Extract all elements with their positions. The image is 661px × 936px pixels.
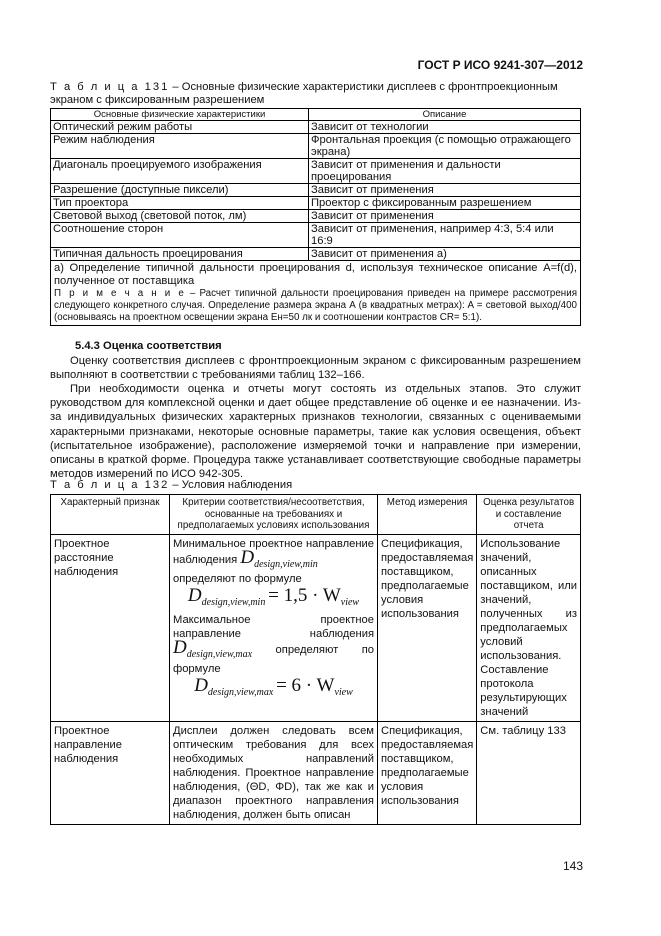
criteria-cell: Дисплеи должен следовать всем оптическим требования для всех необходимых направлений наблюдения. Проектное направление наблюдения, (ΘD, ΦD), так же как и диапазон проектного направления наблюдения, должен быть описан (170, 721, 378, 824)
table-row (51, 121, 581, 134)
note-text: – Расчет типичной дальности проецирования приведен на примере рассмотрения следующего конкретного случая. Определение размера экрана A (в квадратных метрах): A = световой выход/400 (основываясь на проектном освещении экрана Eн=50 лк и соотношении контрастов CR= 5:1). (54, 288, 577, 323)
result-cell: См. таблицу 133 (477, 721, 581, 824)
table-row (51, 721, 581, 824)
table-row (51, 534, 581, 721)
table-row (51, 197, 581, 210)
row-value: Зависит от применения (309, 184, 581, 197)
row-label: Разрешение (доступные пиксели) (51, 184, 309, 197)
formula-max-rhs-subscript: view (334, 686, 353, 698)
formula-min (173, 584, 374, 610)
row-label: Диагональ проецируемого изображения (51, 159, 309, 184)
formula-min-lhs-subscript: design,view,min (201, 596, 266, 608)
col-header-criteria: Критерии соответствия/несоответствия, основанные на требованиях и предполагаемых условиях использования (170, 495, 378, 535)
col-header-result: Оценка результатов и составление отчета (477, 495, 581, 535)
row-value: Зависит от применения а) (309, 248, 581, 261)
symbol-d-min-subscript: design,view,min (254, 558, 318, 570)
table132-caption-text: – Условия наблюдения (172, 479, 293, 491)
table-row (51, 248, 581, 261)
table131-caption-text: – Основные физические характеристики дисплеев с фронтпроекционным экраном с фиксированным разрешением (50, 81, 558, 106)
row-value: Зависит от технологии (309, 121, 581, 134)
formula-min-rhs-subscript: view (340, 596, 360, 608)
table-row (51, 134, 581, 159)
row-value: Проектор с фиксированным разрешением (309, 197, 581, 210)
table132-caption-prefix: Т а б л и ц а 132 (50, 479, 170, 491)
row-value: Зависит от применения, например 4:3, 5:4 или 16:9 (309, 223, 581, 248)
row-label: Тип проектора (51, 197, 309, 210)
section-paragraph-2: При необходимости оценка и отчеты могут состоять из отдельных этапов. Это служит руководством для комплексной оценки и дает общее представление об оценке и ее назначении. Из-за индивидуальных физических характерных признаков технологии, связанных с оцениваемыми характерными признаками, некоторые основные параметры, такие как условия освещения, объект (испытательное изображение), расположение измеряемой точки и направление при измерении, описаны в краткой форме. Процедура также устанавливает соответствующие свободные параметры методов измерений по ИСО 942-305. (50, 383, 581, 481)
row-label: Режим наблюдения (51, 134, 309, 159)
section-paragraph-1: Оценку соответствия дисплеев с фронтпроекционным экраном с фиксированным разрешением выполняют в соответствии с требованиями таблиц 132–166. (50, 355, 581, 382)
feature-cell: Проектное расстояние наблюдения (51, 534, 170, 721)
criteria-text-c (173, 613, 374, 676)
note-label: П р и м е ч а н и е (54, 288, 186, 299)
table-131 (50, 108, 581, 326)
symbol-d-max: D (173, 636, 187, 658)
page-number: 143 (562, 859, 583, 873)
row-value: Зависит от применения и дальности проецирования (309, 159, 581, 184)
table-header-row (51, 495, 581, 535)
criteria-d-label: определяют по формуле (173, 643, 374, 675)
criteria-a-label: Минимальное проектное направление наблюдения (173, 537, 374, 566)
table-row (51, 223, 581, 248)
table-footnote-row (51, 261, 581, 326)
method-cell: Спецификация, предоставляемая поставщиком, предполагаемые условия использования (378, 721, 477, 824)
table131-footnote: а) Определение типичной дальности проецирования d, используя техническое описание A=f(d), полученное от поставщика (54, 262, 577, 287)
table131-caption-prefix: Т а б л и ц а 131 (50, 81, 170, 93)
feature-cell: Проектное направление наблюдения (51, 721, 170, 824)
col-header-description: Описание (309, 109, 581, 121)
col-header-method: Метод измерения (378, 495, 477, 535)
table-row (51, 184, 581, 197)
table-header-row (51, 109, 581, 121)
row-label: Соотношение сторон (51, 223, 309, 248)
symbol-d-max-subscript: design,view,max (186, 648, 253, 660)
row-label: Оптический режим работы (51, 121, 309, 134)
table131-caption (50, 81, 581, 107)
col-header-feature: Характерный признак (51, 495, 170, 535)
standard-code-header: ГОСТ Р ИСО 9241-307—2012 (417, 58, 583, 72)
row-value: Зависит от применения (309, 210, 581, 223)
table131-note (54, 288, 577, 324)
table-row (51, 210, 581, 223)
table-row (51, 159, 581, 184)
criteria-cell (170, 534, 378, 721)
row-value: Фронтальная проекция (с помощью отражающего экрана) (309, 134, 581, 159)
table132-caption (50, 479, 292, 492)
section-heading: 5.4.3 Оценка соответствия (75, 340, 222, 352)
formula-max-rhs: = 6 · W (276, 674, 335, 696)
formula-max (173, 674, 374, 700)
symbol-d-min: D (240, 546, 255, 568)
formula-max-lhs: D (194, 674, 208, 696)
row-label: Типичная дальность проецирования (51, 248, 309, 261)
footnote-cell (51, 261, 581, 326)
formula-min-lhs: D (187, 584, 202, 606)
formula-max-lhs-subscript: design,view,max (207, 686, 274, 698)
criteria-c-label: Максимальное проектное направление наблюдения (173, 613, 374, 640)
col-header-characteristics: Основные физические характеристики (51, 109, 309, 121)
table-132 (50, 494, 581, 825)
formula-min-rhs: = 1,5 · W (268, 584, 341, 606)
result-cell: Использование значений, описанных поставщиком, или значений, полученных из предполагаемых условий использования. Составление протокола результирующих значений (477, 534, 581, 721)
row-label: Световой выход (световой поток, лм) (51, 210, 309, 223)
criteria-text-b: определяют по формуле (173, 572, 302, 585)
criteria-text-a (173, 537, 374, 572)
method-cell: Спецификация, предоставляемая поставщиком, предполагаемые условия использования (378, 534, 477, 721)
